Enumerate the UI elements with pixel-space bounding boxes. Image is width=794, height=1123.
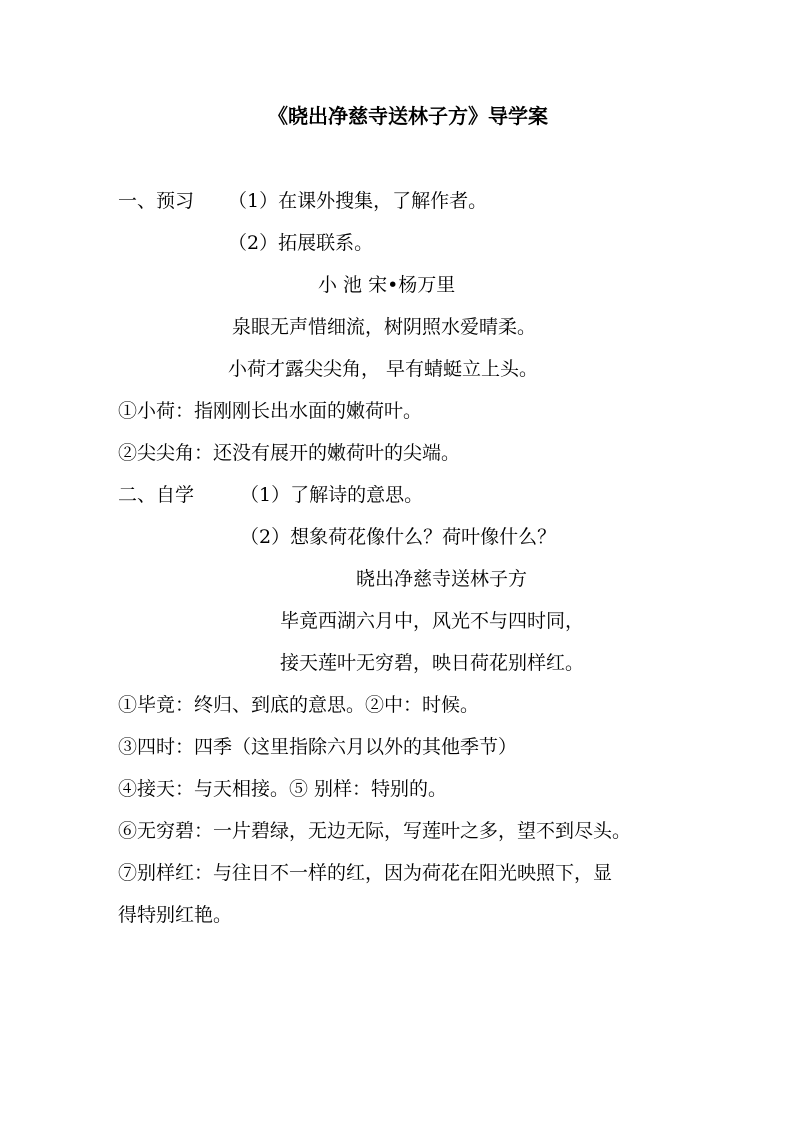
poem2-line2: 接天莲叶无穷碧，映日荷花别样红。: [280, 652, 585, 674]
section1-item1: （1）在课外搜集，了解作者。: [228, 190, 488, 212]
note-item: ③四时：四季（这里指除六月以外的其他季节）: [118, 736, 518, 758]
note-item: ⑥无穷碧：一片碧绿，无边无际，写莲叶之多，望不到尽头。: [118, 820, 632, 842]
note-item: ⑦别样红：与往日不一样的红，因为荷花在阳光映照下，显: [118, 862, 613, 884]
section2-item1: （1）了解诗的意思。: [240, 484, 424, 506]
note-item: ②尖尖角：还没有展开的嫩荷叶的尖端。: [118, 442, 461, 464]
note-item: ①小荷：指刚刚长出水面的嫩荷叶。: [118, 400, 423, 422]
section2-heading: 二、自学: [118, 484, 195, 506]
note-item: ④接天：与天相接。⑤ 别样：特别的。: [118, 778, 448, 800]
note-item: 得特别红艳。: [118, 904, 233, 926]
poem2-line1: 毕竟西湖六月中，风光不与四时同，: [280, 610, 585, 632]
section2-item2: （2）想象荷花像什么？荷叶像什么？: [240, 526, 557, 548]
poem2-title: 晓出净慈寺送林子方: [356, 568, 528, 590]
poem1-line1: 泉眼无声惜细流，树阴照水爱晴柔。: [232, 316, 537, 338]
poem1-title: 小 池 宋•杨万里: [318, 274, 456, 296]
section1-heading: 一、预习: [118, 190, 195, 212]
poem1-line2: 小荷才露尖尖角， 早有蜻蜓立上头。: [228, 358, 539, 380]
document-title: 《晓出净慈寺送林子方》导学案: [268, 104, 548, 128]
section1-item2: （2）拓展联系。: [228, 232, 374, 254]
note-item: ①毕竟：终归、到底的意思。②中：时候。: [118, 694, 480, 716]
